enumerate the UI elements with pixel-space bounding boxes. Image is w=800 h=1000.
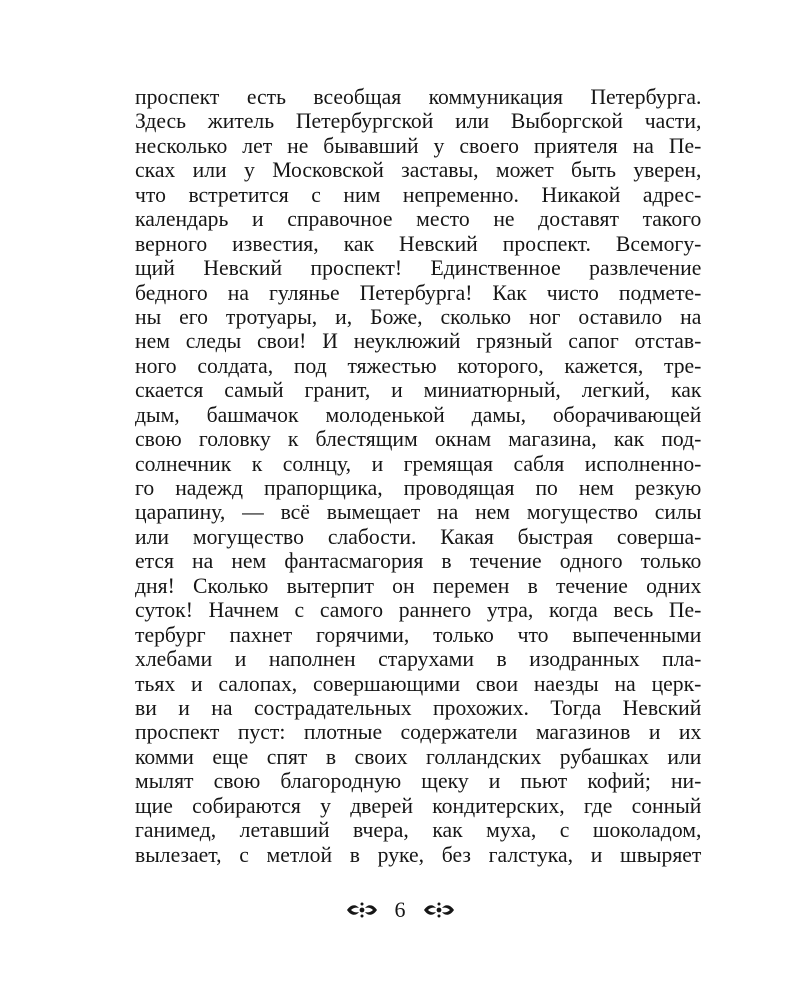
text-line: свою головку к блестящим окнам магазина, как под-: [135, 426, 702, 452]
text-line: ного солдата, под тяжестью которого, кажется, тре-: [135, 352, 702, 378]
text-line: ны его тротуары, и, Боже, сколько ног оставило на: [135, 303, 702, 329]
text-line: комми еще спят в своих голландских рубашках или: [135, 743, 702, 769]
text-line: тербург пахнет горячими, только что выпеченными: [135, 621, 702, 647]
text-line: проспект есть всеобщая коммуникация Петербурга.: [135, 84, 702, 109]
text-line: щий Невский проспект! Единственное развлечение: [135, 255, 702, 281]
text-line: дня! Сколько вытерпит он перемен в течение одних: [135, 572, 702, 598]
fleuron-left-icon: [345, 900, 379, 920]
text-line: календарь и справочное место не доставят такого: [135, 206, 702, 232]
text-line: верного известия, как Невский проспект. Всемогу-: [135, 230, 702, 256]
text-line: сках или у Московской заставы, может быть уверен,: [135, 157, 702, 183]
text-line: Здесь житель Петербургской или Выборгской части,: [135, 108, 702, 134]
text-line: тьях и салопах, совершающими свои наезды на церк-: [135, 670, 702, 696]
text-line: солнечник к солнцу, и гремящая сабля исполненно-: [135, 450, 702, 476]
text-line: щие собираются у дверей кондитерских, где сонный: [135, 792, 702, 818]
page-number: 6: [394, 897, 406, 922]
text-line: ганимед, летавший вчера, как муха, с шоколадом,: [135, 817, 702, 843]
text-line: мылят свою благородную щеку и пьют кофий; ни-: [135, 768, 702, 794]
text-line: царапину, — всё вымещает на нем могущество силы: [135, 499, 702, 525]
text-line: дым, башмачок молоденькой дамы, оборачивающей: [135, 401, 702, 427]
text-line: ви и на сострадательных прохожих. Тогда Невский: [135, 694, 702, 720]
text-line: скается самый гранит, и миниатюрный, легкий, как: [135, 377, 702, 403]
text-line: вылезает, с метлой в руке, без галстука, и швыряет: [135, 841, 702, 867]
text-line: го надежд прапорщика, проводящая по нем резкую: [135, 475, 702, 500]
text-line: несколько лет не бывавший у своего приятеля на Пе-: [135, 132, 702, 158]
fleuron-right-icon: [422, 900, 456, 920]
text-line: что встретится с ним непременно. Никакой адрес-: [135, 181, 702, 207]
text-line: нем следы свои! И неуклюжий грязный сапог отстав-: [135, 328, 702, 354]
text-line: хлебами и наполнен старухами в изодранных пла-: [135, 646, 702, 672]
text-line: суток! Начнем с самого раннего утра, когда весь Пе-: [135, 597, 702, 623]
page-footer: [0, 896, 800, 924]
body-text: [135, 85, 710, 867]
text-line: проспект пуст: плотные содержатели магазинов и их: [135, 719, 702, 745]
text-line: бедного на гулянье Петербурга! Как чисто подмете-: [135, 279, 702, 305]
text-line: или могущество слабости. Какая быстрая соверша-: [135, 523, 702, 549]
text-line: ется на нем фантасмагория в течение одного только: [135, 548, 702, 574]
